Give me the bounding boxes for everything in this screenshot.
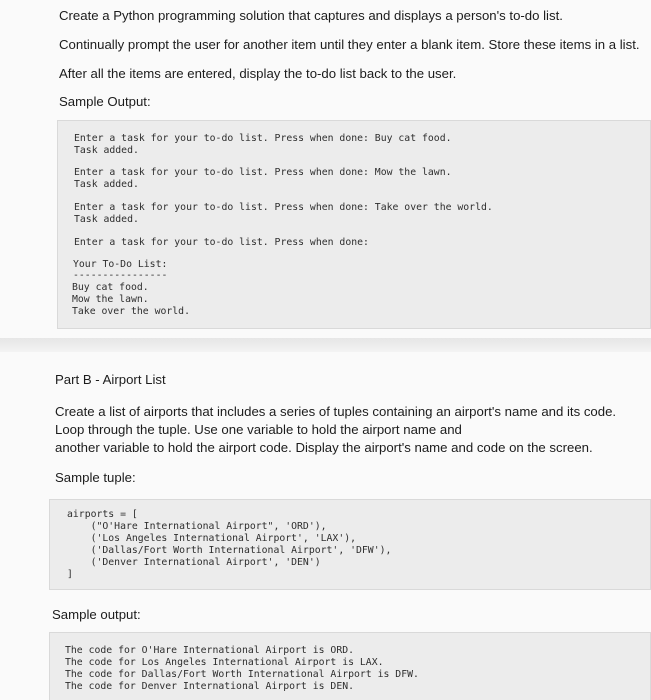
code-line: airports = [ xyxy=(67,509,138,520)
todo-item: Take over the world. xyxy=(72,306,190,317)
code-line: ('Denver International Airport', 'DEN') xyxy=(67,557,321,568)
code-line: ('Los Angeles International Airport', 'LAX'), xyxy=(67,533,357,544)
sample-tuple-box xyxy=(49,499,651,590)
airport-sample-output-box xyxy=(49,632,651,700)
todo-sample-output-box xyxy=(57,120,651,329)
todo-list-divider: ---------------- xyxy=(73,270,168,281)
output-line: Task added. xyxy=(74,179,139,190)
output-line: Enter a task for your to-do list. Press when done: Buy cat food. xyxy=(74,133,452,144)
output-line: Task added. xyxy=(74,145,139,156)
part-b-desc-3: another variable to hold the airport code. Display the airport's name and code on the screen. xyxy=(55,440,593,455)
sample-tuple-heading: Sample tuple: xyxy=(55,470,136,485)
code-line: ] xyxy=(67,569,73,580)
part-b-desc-1: Create a list of airports that includes a series of tuples containing an airport's name and its code. xyxy=(55,404,617,419)
airport-output-line: The code for O'Hare International Airport is ORD. xyxy=(65,645,355,656)
instruction-line-1: Create a Python programming solution that captures and displays a person's to-do list. xyxy=(59,8,563,23)
output-line: Enter a task for your to-do list. Press when done: xyxy=(74,237,369,248)
instruction-line-2: Continually prompt the user for another item until they enter a blank item. Store these items in a list. xyxy=(59,37,640,52)
part-b-title: Part B - Airport List xyxy=(55,372,166,387)
output-line: Enter a task for your to-do list. Press when done: Mow the lawn. xyxy=(74,167,452,178)
code-line: ('Dallas/Fort Worth International Airport', 'DFW'), xyxy=(67,545,392,556)
output-line: Enter a task for your to-do list. Press when done: Take over the world. xyxy=(74,202,493,213)
airport-output-line: The code for Dallas/Fort Worth International Airport is DFW. xyxy=(65,669,419,680)
airport-output-line: The code for Denver International Airport is DEN. xyxy=(65,681,355,692)
sample-output-heading: Sample Output: xyxy=(59,94,151,109)
todo-item: Buy cat food. xyxy=(72,282,149,293)
todo-item: Mow the lawn. xyxy=(72,294,149,305)
instruction-line-3: After all the items are entered, display the to-do list back to the user. xyxy=(59,66,457,81)
part-b-desc-2: Loop through the tuple. Use one variable to hold the airport name and xyxy=(55,422,462,437)
code-line: ("O'Hare International Airport", 'ORD'), xyxy=(67,521,327,532)
todo-list-heading: Your To-Do List: xyxy=(73,259,168,270)
sample-output-b-heading: Sample output: xyxy=(52,607,141,622)
section-divider xyxy=(0,338,651,352)
output-line: Task added. xyxy=(74,214,139,225)
airport-output-line: The code for Los Angeles International Airport is LAX. xyxy=(65,657,384,668)
